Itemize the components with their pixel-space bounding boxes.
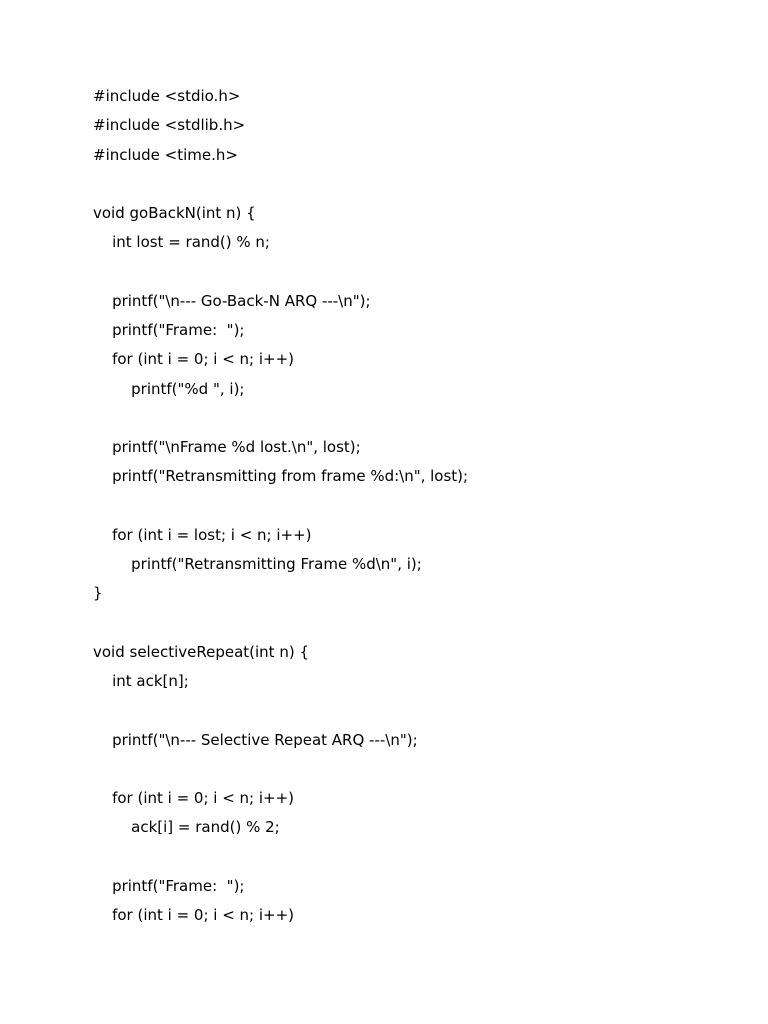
code-line-2: #include <stdlib.h> <box>93 116 246 135</box>
code-line-23: printf("\n--- Selective Repeat ARQ ---\n"); <box>93 730 418 749</box>
code-line-15 <box>93 495 468 524</box>
code-line-10: for (int i = 0; i < n; i++) <box>93 350 295 369</box>
code-line-17: printf("Retransmitting Frame %d\n", i); <box>93 555 422 573</box>
code-line-27 <box>93 846 468 875</box>
code-line-25: for (int i = 0; i < n; i++) <box>93 789 295 807</box>
code-line-29: for (int i = 0; i < n; i++) <box>93 906 295 924</box>
code-line-22 <box>93 699 468 728</box>
code-line-13: printf("\nFrame %d lost.\n", lost); <box>93 438 361 456</box>
code-line-1: #include <stdio.h> <box>93 87 241 105</box>
code-line-20: void selectiveRepeat(int n) { <box>93 642 309 661</box>
code-line-18: } <box>93 584 103 603</box>
code-line-12 <box>93 407 468 436</box>
code-line-5: void goBackN(int n) { <box>93 204 256 222</box>
code-line-4 <box>93 173 468 202</box>
code-line-9: printf("Frame: "); <box>93 321 245 339</box>
code-line-26: ack[i] = rand() % 2; <box>93 818 280 837</box>
code-listing <box>93 85 468 933</box>
code-line-3: #include <time.h> <box>93 145 238 164</box>
code-line-8: printf("\n--- Go-Back-N ARQ ---\n"); <box>93 291 371 310</box>
code-line-14: printf("Retransmitting from frame %d:\n", lost); <box>93 467 469 486</box>
code-line-11: printf("%d ", i); <box>93 379 245 398</box>
code-line-21: int ack[n]; <box>93 672 189 690</box>
code-line-24 <box>93 758 468 787</box>
code-line-16: for (int i = lost; i < n; i++) <box>93 525 312 544</box>
code-line-6: int lost = rand() % n; <box>93 233 270 252</box>
code-line-19 <box>93 612 468 641</box>
code-line-28: printf("Frame: "); <box>93 876 245 895</box>
code-line-7 <box>93 261 468 290</box>
